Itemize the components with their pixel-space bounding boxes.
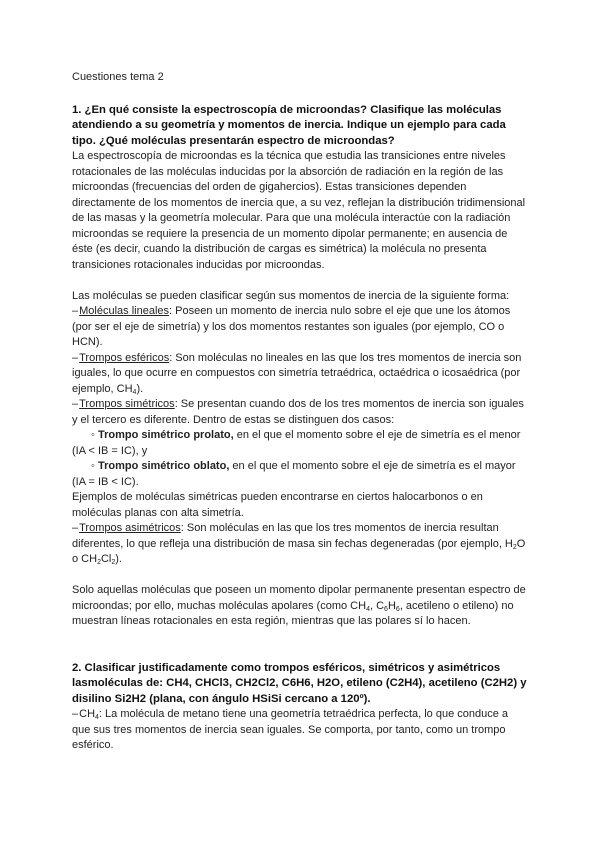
term-asimetricos: Trompos asimétricos xyxy=(79,522,181,534)
text-asim-mid2: Cl xyxy=(100,553,112,565)
dash-marker: – xyxy=(72,398,79,410)
symmetric-examples: Ejemplos de moléculas simétricas pueden encontrarse en ciertos halocarbonos o en moléculas planas con alta simetría. xyxy=(72,491,483,519)
bullet-marker: ◦ xyxy=(91,460,98,472)
text-asim-mid: O o CH xyxy=(72,537,526,565)
bullet-marker: ◦ xyxy=(91,429,98,441)
subscript: 6 xyxy=(384,605,388,613)
term-lineales: Moléculas lineales xyxy=(79,305,170,317)
spacer xyxy=(72,273,528,289)
list-item-lineales xyxy=(72,304,528,351)
label-ch4: CH xyxy=(79,708,96,720)
text-ch4: La molécula de metano tiene una geometría tetraédrica perfecta, lo que conduce a que sus tres momentos de inercia sean iguales. Se comporta, por tanto, como un trompo esférico. xyxy=(72,708,509,751)
text-oblato: en el que el momento sobre el eje de simetría es el mayor (IA = IB < IC). xyxy=(72,460,516,488)
text-lineales: : Poseen un momento de inercia nulo sobre el eje que une los átomos (por ser el eje de simetría) y los dos momentos restantes son iguales (por ejemplo, CO o HCN). xyxy=(72,305,511,348)
text-esfericos: : Son moléculas no lineales en las que los tres momentos de inercia son iguales, lo que ocurre en compuestos con simetría tetraédrica, octaédrica o icosaédrica (por ejemplo, CH xyxy=(72,351,522,395)
document-page xyxy=(72,70,528,754)
text-asim-end: ). xyxy=(115,553,122,565)
term-prolato: Trompo simétrico prolato, xyxy=(97,429,234,441)
text-asimetricos: : Son moléculas en las que los tres momentos de inercia resultan diferentes, lo que refleja una distribución de masa sin fechas degeneradas (por ejemplo, H xyxy=(72,522,513,550)
subscript: 4 xyxy=(132,388,137,396)
question-2-title: 2. Clasificar justificadamente como trompos esféricos, simétricos y asimétricos lasmoléculas de: CH4, CHCl3, CH2Cl2, C6H6, H2O, etileno (C2H4), acetileno (C2H2) y disilino Si2H2 (plana, con ángulo HSiSi cercano a 120º). xyxy=(72,661,527,705)
sub-item-prolato xyxy=(72,428,528,459)
subscript: 2 xyxy=(111,559,116,566)
text-simetricos: : Se presentan cuando dos de los tres momentos de inercia son iguales y el tercero es diferente. Dentro de estas se distinguen dos casos: xyxy=(72,398,524,426)
spacer xyxy=(72,630,528,661)
document-title: Cuestiones tema 2 xyxy=(72,71,164,83)
question-1-answer-paragraph: La espectroscopía de microondas es la técnica que estudia las transiciones entre niveles rotacionales de las moléculas inducidas por la absorción de radiación en la región de las microondas (frecuencias del orden de gigahercios). Estas transiciones dependen directamente de los momentos de inercia que, a su vez, reflejan la distribución tridimensional de las masas y la geometría molecular. Para que una molécula interactúe con la radiación microondas se requiere la presencia de un momento dipolar permanente; en ausencia de éste (es decir, cuando la distribución de cargas es simétrica) la molécula no presenta transiciones rotacionales inducidas por microondas. xyxy=(72,150,526,271)
label-ch4-colon: : xyxy=(98,708,102,720)
dash-marker: – xyxy=(72,522,79,534)
dash-marker: – xyxy=(72,305,79,317)
subscript: 2 xyxy=(512,543,517,551)
conclusion-text: H xyxy=(387,599,396,612)
subscript: 2 xyxy=(97,559,101,566)
subscript: 4 xyxy=(95,714,99,721)
subscript: 4 xyxy=(366,605,370,613)
list-item-asimetricos xyxy=(72,521,528,568)
conclusion-text: , C xyxy=(369,599,385,612)
conclusion-text: Solo aquellas moléculas que poseen un momento dipolar permanente presentan espectro de microondas; por ello, muchas moléculas apolares (como CH xyxy=(72,584,526,612)
classification-intro: Las moléculas se pueden clasificar según sus momentos de inercia de la siguiente forma: xyxy=(72,289,510,302)
term-oblato: Trompo simétrico oblato, xyxy=(97,460,230,472)
text-esfericos-end: ). xyxy=(136,382,144,395)
list-item-esfericos xyxy=(72,351,528,398)
term-simetricos: Trompos simétricos xyxy=(79,398,175,410)
list-item-simetricos xyxy=(72,397,528,428)
question-1-conclusion xyxy=(72,583,528,630)
sub-item-oblato xyxy=(72,459,528,490)
dash-marker: – xyxy=(72,708,79,720)
question-1-title: 1. ¿En qué consiste la espectroscopía de microondas? Clasifique las moléculas atendiendo a su geometría y momentos de inercia. Indique un ejemplo para cada tipo. ¿Qué moléculas presentarán espectro de microondas? xyxy=(72,103,506,147)
conclusion-text: , acetileno o etileno) no muestran líneas rotacionales en esta región, mientras que las polares sí lo hacen. xyxy=(72,599,514,627)
answer-ch4 xyxy=(72,707,528,754)
subscript: 6 xyxy=(395,605,400,613)
spacer xyxy=(72,568,528,584)
dash-marker: – xyxy=(72,351,79,364)
text-prolato: en el que el momento sobre el eje de simetría es el menor (IA < IB = IC), y xyxy=(72,429,521,457)
term-esfericos: Trompos esféricos xyxy=(79,351,170,364)
